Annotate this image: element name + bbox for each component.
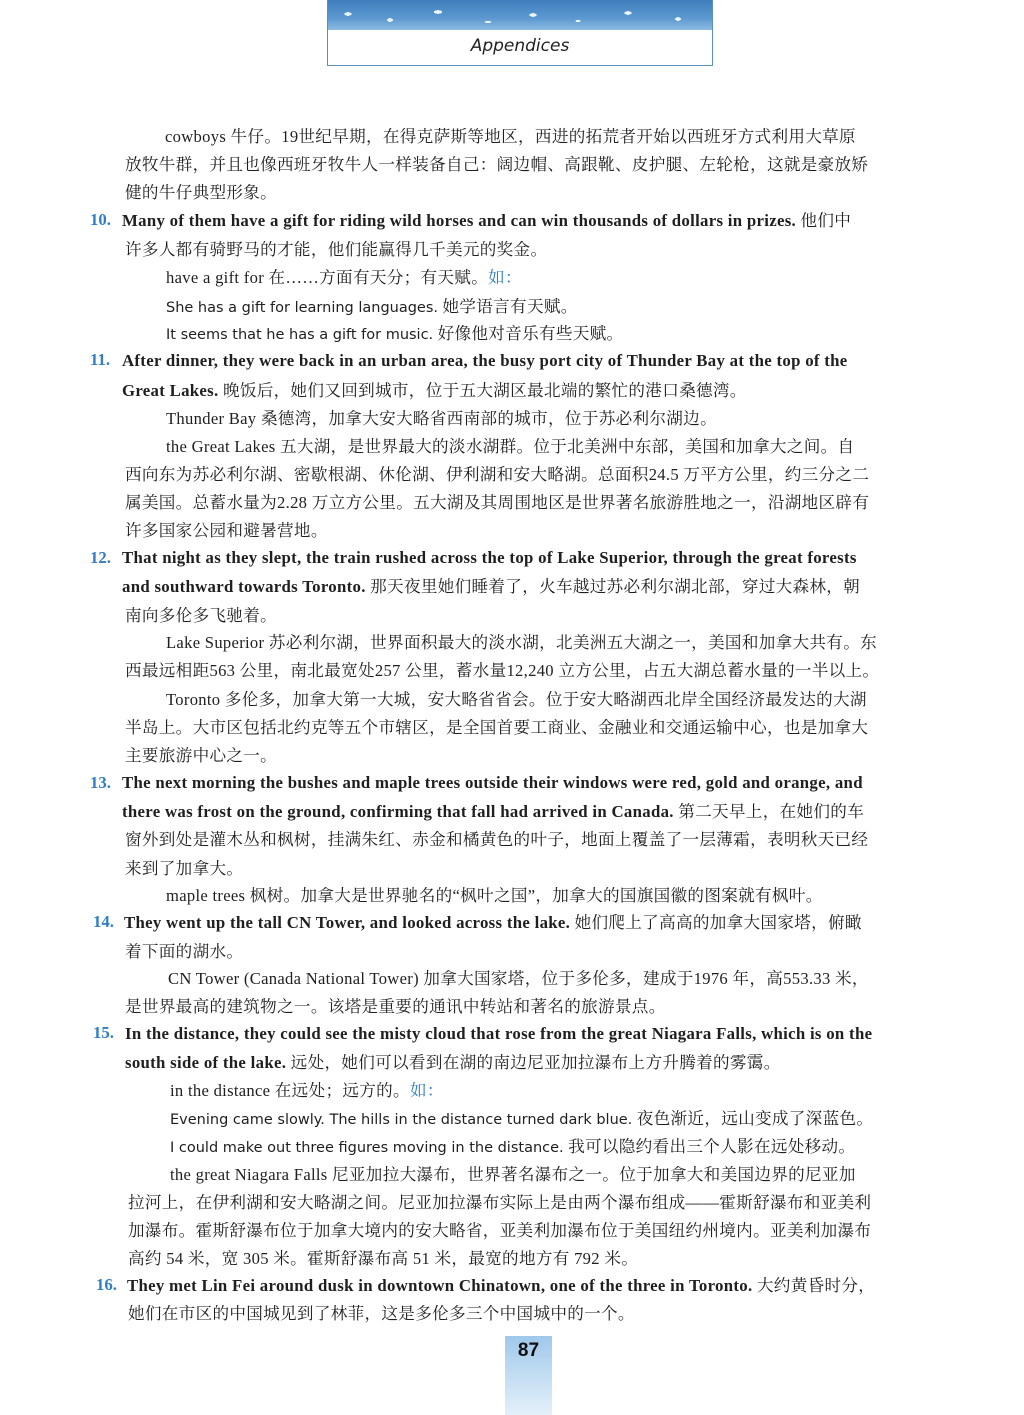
sentence-translation-line: 来到了加拿大。 (125, 859, 244, 878)
note-text-line: maple trees 枫树。加拿大是世界驰名的“枫叶之国”，加拿大的国旗国徽的图案就有枫叶。 (166, 886, 823, 905)
sentence-english: They went up the tall CN Tower, and looked across the lake. (124, 913, 571, 932)
phrase-note: in the distance 在远处；远方的。 (170, 1081, 410, 1100)
item-number: 13. (90, 773, 111, 792)
page-number-tab (505, 1336, 552, 1415)
note-text-line: 主要旅游中心之一。 (125, 746, 278, 765)
example-label: 如： (488, 268, 522, 287)
note-text-line: Toronto 多伦多，加拿大第一大城，安大略省省会。位于安大略湖西北岸全国经济最发达的大湖 (166, 690, 867, 709)
sentence-translation-line: 许多人都有骑野马的才能，他们能赢得几千美元的奖金。 (125, 240, 548, 259)
note-text-line: 加瀑布。霍斯舒瀑布位于加拿大境内的安大略省，亚美利加瀑布位于美国纽约州境内。亚美利加瀑布 (128, 1221, 872, 1240)
example-translation: 我可以隐约看出三个人影在远处移动。 (568, 1137, 856, 1156)
item-number: 16. (96, 1275, 117, 1294)
sentence-english: there was frost on the ground, confirming that fall had arrived in Canada. (122, 802, 674, 821)
header-decorative-band (328, 0, 712, 30)
example-label: 如： (409, 1081, 444, 1100)
note-text-line: Lake Superior 苏必利尔湖，世界面积最大的淡水湖，北美洲五大湖之一，美国和加拿大共有。东 (166, 633, 877, 652)
item-number: 15. (93, 1023, 114, 1042)
sentence-english: Many of them have a gift for riding wild horses and can win thousands of dollars in prizes. (122, 211, 797, 230)
note-text-line: 半岛上。大市区包括北约克等五个市辖区，是全国首要工商业、金融业和交通运输中心，也是加拿大 (125, 718, 869, 737)
sentence-english: The next morning the bushes and maple trees outside their windows were red, gold and orange, and (122, 773, 863, 792)
page-number: 87 (517, 1340, 540, 1361)
sentence-english: Great Lakes. (122, 381, 219, 400)
sentence-english: and southward towards Toronto. (122, 577, 366, 596)
note-text-line: 健的牛仔典型形象。 (125, 183, 278, 202)
example-sentence: Evening came slowly. The hills in the distance turned dark blue. (170, 1112, 633, 1128)
note-text-line: the great Niagara Falls 尼亚加拉大瀑布，世界著名瀑布之一。位于加拿大和美国边界的尼亚加 (170, 1165, 856, 1184)
sentence-english: In the distance, they could see the misty cloud that rose from the great Niagara Falls, which is on the (125, 1024, 873, 1043)
note-text-line: the Great Lakes 五大湖，是世界最大的淡水湖群。位于北美洲中东部，美国和加拿大之间。自 (166, 437, 855, 456)
note-text-line: cowboys 牛仔。19世纪早期，在得克萨斯等地区，西进的拓荒者开始以西班牙方式利用大草原 (165, 127, 856, 146)
example-sentence: She has a gift for learning languages. (166, 300, 439, 316)
sentence-translation-line: 着下面的湖水。 (125, 942, 244, 961)
sentence-translation: 远处，她们可以看到在湖的南边尼亚加拉瀑布上方升腾着的雾霭。 (290, 1053, 781, 1072)
item-number: 14. (93, 912, 114, 931)
note-text-line: 西向东为苏必利尔湖、密歇根湖、休伦湖、伊利湖和安大略湖。总面积24.5 万平方公里，约三分之二 (125, 465, 870, 484)
example-sentence: It seems that he has a gift for music. (166, 327, 434, 343)
item-number: 12. (90, 548, 111, 567)
note-text-line: 西最远相距563 公里，南北最宽处257 公里，蓄水量12,240 立方公里，占五大湖总蓄水量的一半以上。 (125, 661, 880, 680)
item-number: 11. (90, 350, 111, 369)
note-text-line: 许多国家公园和避暑营地。 (125, 521, 328, 540)
note-text-line: Thunder Bay 桑德湾，加拿大安大略省西南部的城市，位于苏必利尔湖边。 (166, 409, 717, 428)
sentence-english: They met Lin Fei around dusk in downtown Chinatown, one of the three in Toronto. (127, 1276, 753, 1295)
example-translation: 好像他对音乐有些天赋。 (437, 324, 624, 343)
note-text-line: 拉河上，在伊利湖和安大略湖之间。尼亚加拉瀑布实际上是由两个瀑布组成——霍斯舒瀑布和亚美利 (128, 1193, 872, 1212)
sentence-translation: 他们中 (800, 211, 852, 230)
example-translation: 夜色渐近，远山变成了深蓝色。 (636, 1109, 874, 1128)
sentence-translation-line: 窗外到处是灌木丛和枫树，挂满朱红、赤金和橘黄色的叶子，地面上覆盖了一层薄霜，表明秋天已经 (125, 830, 869, 849)
sentence-english: south side of the lake. (125, 1053, 287, 1072)
section-title: Appendices (470, 36, 570, 56)
sentence-translation-line: 南向多伦多飞驰着。 (125, 606, 278, 625)
sentence-translation: 大约黄昏时分， (756, 1276, 876, 1295)
sentence-english: After dinner, they were back in an urban area, the busy port city of Thunder Bay at the top of the (122, 351, 848, 370)
sentence-translation: 晚饭后，她们又回到城市，位于五大湖区最北端的繁忙的港口桑德湾。 (222, 381, 747, 400)
section-header (327, 0, 713, 66)
item-number: 10. (90, 210, 111, 229)
sentence-english: That night as they slept, the train rushed across the top of Lake Superior, through the great forests (122, 548, 857, 567)
example-translation: 她学语言有天赋。 (442, 297, 578, 316)
sentence-translation: 那天夜里她们睡着了，火车越过苏必利尔湖北部，穿过大森林，朝 (370, 577, 861, 596)
example-sentence: I could make out three figures moving in the distance. (170, 1140, 564, 1156)
note-text-line: CN Tower (Canada National Tower) 加拿大国家塔，位于多伦多，建成于1976 年，高553.33 米， (168, 969, 869, 988)
note-text-line: 是世界最高的建筑物之一。该塔是重要的通讯中转站和著名的旅游景点。 (125, 997, 666, 1016)
sentence-translation: 第二天早上，在她们的车 (678, 802, 865, 821)
note-text-line: 放牧牛群，并且也像西班牙牧牛人一样装备自己：阔边帽、高跟靴、皮护腿、左轮枪，这就是豪放矫 (125, 155, 869, 174)
phrase-note: have a gift for 在……方面有天分；有天赋。 (166, 268, 489, 287)
note-text-line: 属美国。总蓄水量为2.28 万立方公里。五大湖及其周围地区是世界著名旅游胜地之一，沿湖地区辟有 (125, 493, 870, 512)
sentence-translation: 她们爬上了高高的加拿大国家塔，俯瞰 (574, 913, 862, 932)
sentence-translation-line: 她们在市区的中国城见到了林菲，这是多伦多三个中国城中的一个。 (128, 1304, 635, 1323)
note-text-line: 高约 54 米，宽 305 米。霍斯舒瀑布高 51 米，最宽的地方有 792 米。 (128, 1249, 639, 1268)
